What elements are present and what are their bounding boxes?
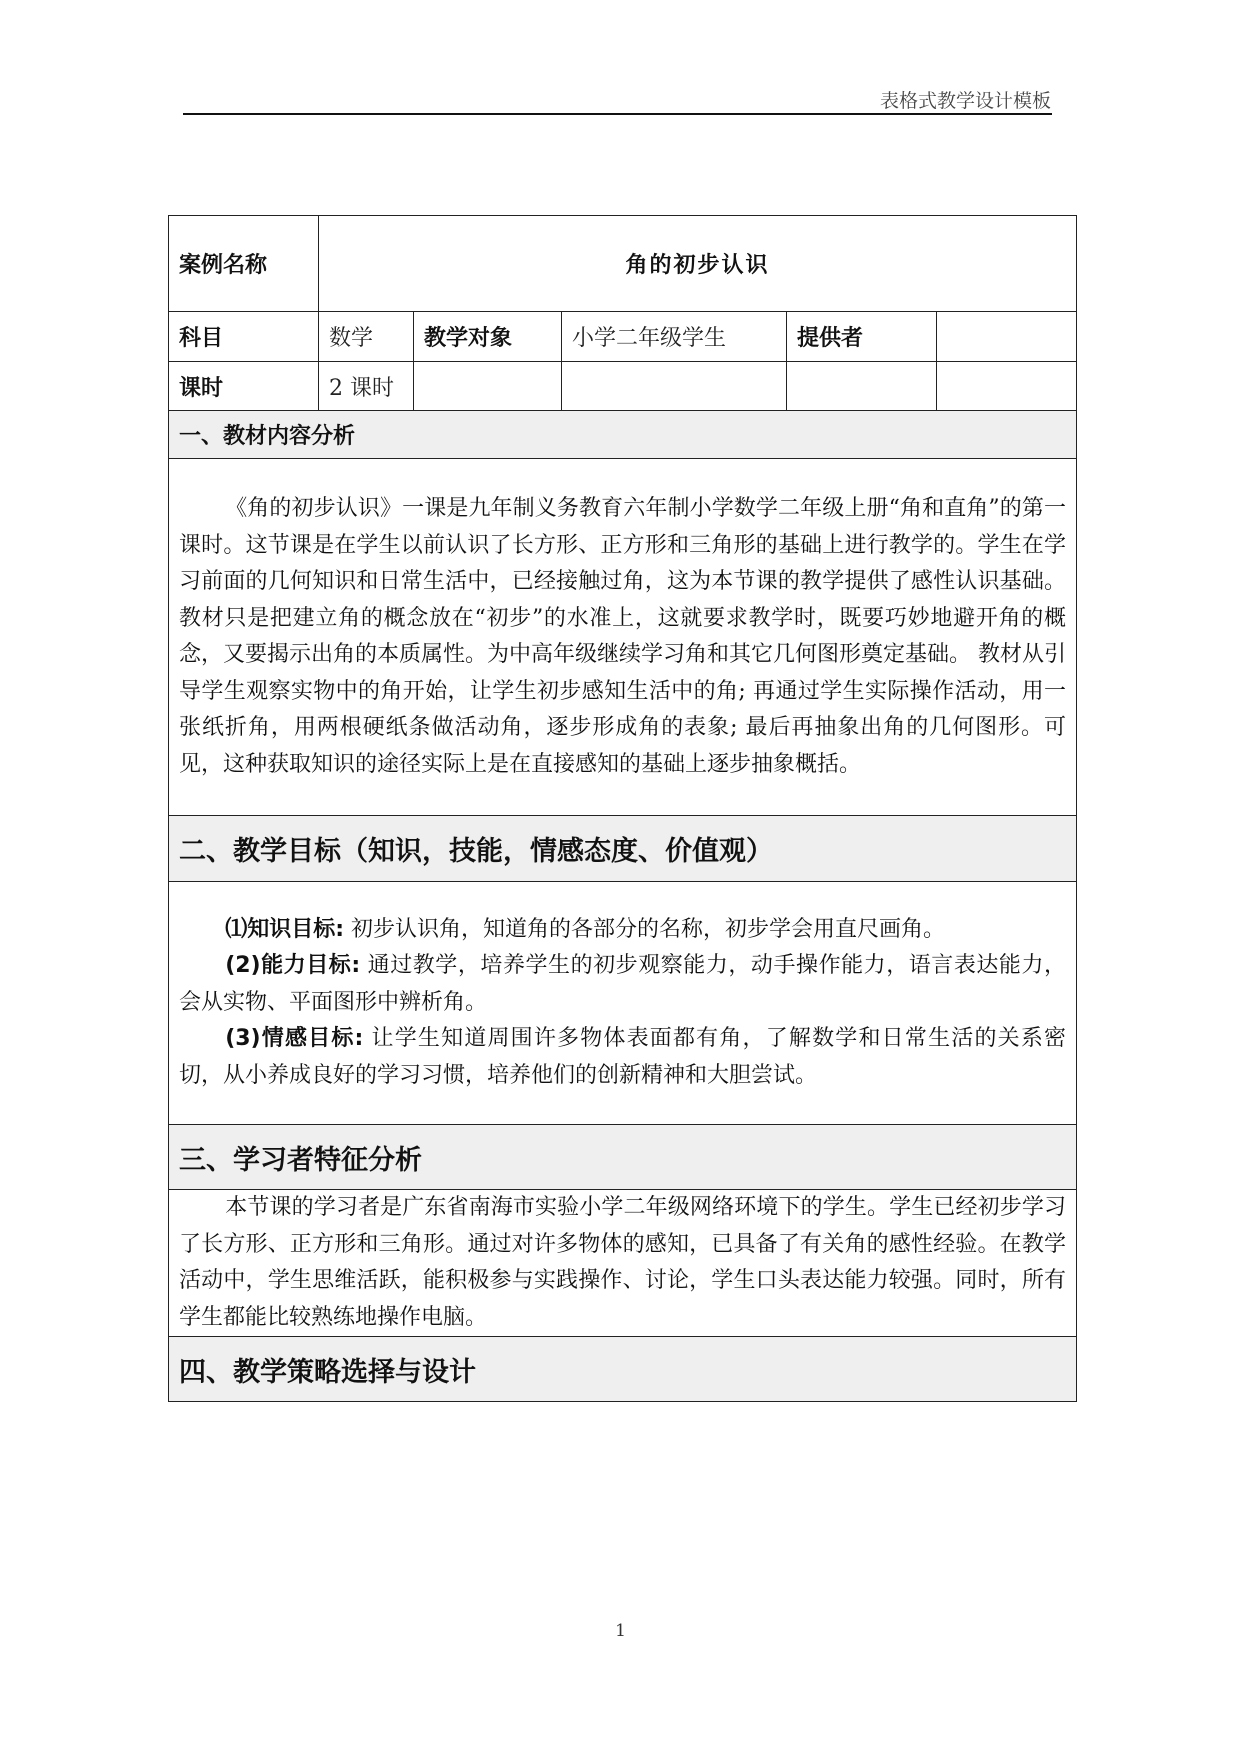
goal-label: 知识目标:	[247, 916, 345, 942]
section-2-body-row	[169, 882, 1077, 1125]
empty-cell	[414, 362, 562, 411]
case-title: 角的初步认识	[319, 216, 1077, 312]
empty-cell	[562, 362, 787, 411]
audience-value: 小学二年级学生	[562, 312, 787, 362]
section-4-header-row	[169, 1337, 1077, 1402]
goal-item-emotion	[179, 1021, 1066, 1094]
lesson-plan-table	[168, 215, 1077, 1402]
goal-item-ability	[179, 948, 1066, 1021]
section-2-body-cell	[169, 882, 1077, 1125]
section-1-title: 一、教材内容分析	[169, 411, 1077, 459]
hours-label: 课时	[169, 362, 319, 411]
page-header-title: 表格式教学设计模板	[879, 90, 1051, 112]
section-3-header-row	[169, 1125, 1077, 1190]
provider-value	[937, 312, 1077, 362]
goal-number: ⑴	[225, 916, 248, 942]
goal-text: 通过教学，培养学生的初步观察能力，动手操作能力，语言表达能力，会从实物、平面图形中辨析角。	[179, 953, 1067, 1015]
section-1-body-row	[169, 459, 1077, 816]
hours-value: 2 课时	[319, 362, 414, 411]
provider-label: 提供者	[787, 312, 937, 362]
section-2-title: 二、教学目标（知识，技能，情感态度、价值观）	[169, 816, 1077, 882]
section-1-body: 《角的初步认识》一课是九年制义务教育六年制小学数学二年级上册“角和直角”的第一课时。这节课是在学生以前认识了长方形、正方形和三角形的基础上进行教学的。学生在学习前面的几何知识和日常生活中，已经接触过角，这为本节课的教学提供了感性认识基础。教材只是把建立角的概念放在“初步”的水准上，这就要求教学时，既要巧妙地避开角的概念，又要揭示出角的本质属性。为中高年级继续学习角和其它几何图形奠定基础。 教材从引导学生观察实物中的角开始，让学生初步感知生活中的角; 再通过学生实际操作活动，用一张纸折角，用两根硬纸条做活动角，逐步形成角的表象; 最后再抽象出角的几何图形。可见，这种获取知识的途径实际上是在直接感知的基础上逐步抽象概括。	[179, 496, 1067, 777]
goal-item-knowledge	[179, 912, 1066, 949]
section-4-title: 四、教学策略选择与设计	[169, 1337, 1077, 1402]
section-3-body-row	[169, 1190, 1077, 1337]
header-divider	[183, 113, 1052, 115]
section-2-header-row	[169, 816, 1077, 882]
goal-text: 让学生知道周围许多物体表面都有角，了解数学和日常生活的关系密切，从小养成良好的学习习惯，培养他们的创新精神和大胆尝试。	[179, 1026, 1067, 1088]
section-3-title: 三、学习者特征分析	[169, 1125, 1077, 1190]
hours-row	[169, 362, 1077, 411]
section-3-body: 本节课的学习者是广东省南海市实验小学二年级网络环境下的学生。学生已经初步学习了长方形、正方形和三角形。通过对许多物体的感知，已具备了有关角的感性经验。在教学活动中，学生思维活跃，能积极参与实践操作、讨论，学生口头表达能力较强。同时，所有学生都能比较熟练地操作电脑。	[179, 1195, 1067, 1330]
section-3-body-cell	[169, 1190, 1077, 1337]
empty-cell	[787, 362, 937, 411]
section-1-header-row	[169, 411, 1077, 459]
subject-row	[169, 312, 1077, 362]
case-label: 案例名称	[169, 216, 319, 312]
case-row	[169, 216, 1077, 312]
goal-label: 能力目标:	[260, 953, 361, 979]
audience-label: 教学对象	[414, 312, 562, 362]
goal-number: (2)	[225, 953, 261, 979]
goal-text: 初步认识角，知道角的各部分的名称，初步学会用直尺画角。	[344, 916, 946, 942]
goal-label: 情感目标:	[260, 1026, 364, 1052]
section-1-body-cell	[169, 459, 1077, 816]
page-number: 1	[615, 1621, 626, 1641]
subject-label: 科目	[169, 312, 319, 362]
goal-number: (3)	[225, 1026, 261, 1052]
subject-value: 数学	[319, 312, 414, 362]
empty-cell	[937, 362, 1077, 411]
